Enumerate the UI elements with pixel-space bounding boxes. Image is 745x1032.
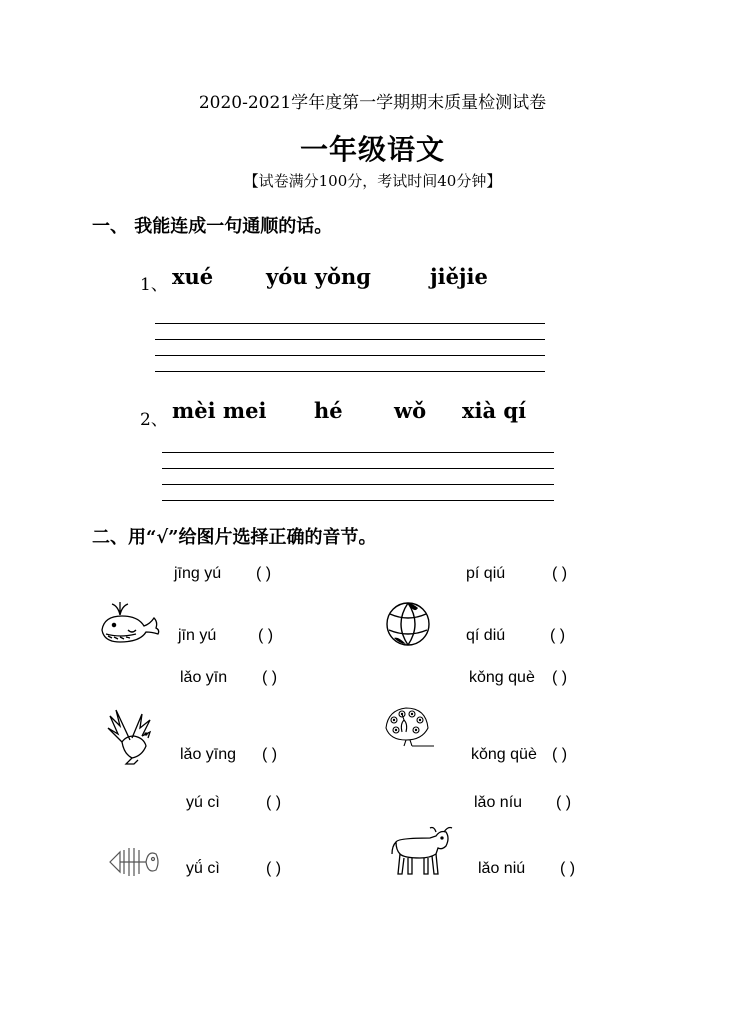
page-title: 一年级语文	[299, 133, 445, 166]
writing-line[interactable]	[162, 468, 554, 469]
whale-picture	[98, 598, 162, 646]
answer-blank[interactable]: ( )	[256, 565, 272, 582]
answer-blank[interactable]: ( )	[556, 794, 572, 811]
exam-note: 【试卷满分100分，考试时间40分钟】	[243, 172, 502, 190]
answer-blank[interactable]: ( )	[550, 627, 566, 644]
option-syllable: jīn yú	[178, 627, 217, 644]
answer-blank[interactable]: ( )	[258, 627, 274, 644]
question-2-number: 2、	[140, 410, 168, 430]
pinyin-word: wǒ	[394, 398, 427, 423]
answer-blank[interactable]: ( )	[552, 746, 568, 763]
writing-line[interactable]	[162, 500, 554, 501]
section-2-heading: 二、用“√”给图片选择正确的音节。	[92, 527, 377, 548]
fishbone-picture	[108, 842, 160, 882]
ball-picture	[384, 600, 432, 648]
pinyin-word: xué	[172, 264, 214, 289]
cow-picture	[390, 824, 454, 880]
pinyin-word: jiějie	[430, 264, 488, 289]
option-syllable: lǎo niú	[478, 860, 526, 877]
option-syllable: lǎo yīng	[180, 746, 237, 763]
option-syllable: jīng yú	[174, 565, 222, 582]
answer-blank[interactable]: ( )	[552, 669, 568, 686]
writing-line[interactable]	[162, 484, 554, 485]
writing-line[interactable]	[155, 355, 545, 356]
answer-blank[interactable]: ( )	[262, 669, 278, 686]
section-1-heading: 一、 我能连成一句通顺的话。	[92, 216, 333, 237]
peacock-picture	[382, 702, 438, 750]
option-syllable: lǎo níu	[474, 794, 523, 811]
option-syllable: kǒng què	[469, 669, 535, 686]
writing-line[interactable]	[155, 371, 545, 372]
option-syllable: qí diú	[466, 627, 506, 644]
writing-line[interactable]	[162, 452, 554, 453]
writing-line[interactable]	[155, 339, 545, 340]
option-syllable: yú cì	[186, 794, 220, 811]
answer-blank[interactable]: ( )	[266, 794, 282, 811]
option-syllable: yǘ cì	[186, 860, 220, 877]
answer-blank[interactable]: ( )	[262, 746, 278, 763]
option-syllable: lǎo yīn	[180, 669, 228, 686]
answer-blank[interactable]: ( )	[560, 860, 576, 877]
exam-header: 2020-2021学年度第一学期期末质量检测试卷	[198, 93, 547, 113]
pinyin-word: yóu yǒnɡ	[266, 264, 371, 289]
eagle-picture	[104, 706, 156, 768]
pinyin-word: hé	[314, 398, 343, 423]
answer-blank[interactable]: ( )	[552, 565, 568, 582]
pinyin-word: mèi mei	[172, 398, 267, 423]
question-1-number: 1、	[140, 275, 168, 295]
writing-line[interactable]	[155, 323, 545, 324]
option-syllable: pí qiú	[466, 565, 506, 582]
answer-blank[interactable]: ( )	[266, 860, 282, 877]
pinyin-word: xià qí	[462, 398, 527, 423]
option-syllable: kǒng qüè	[471, 746, 537, 763]
